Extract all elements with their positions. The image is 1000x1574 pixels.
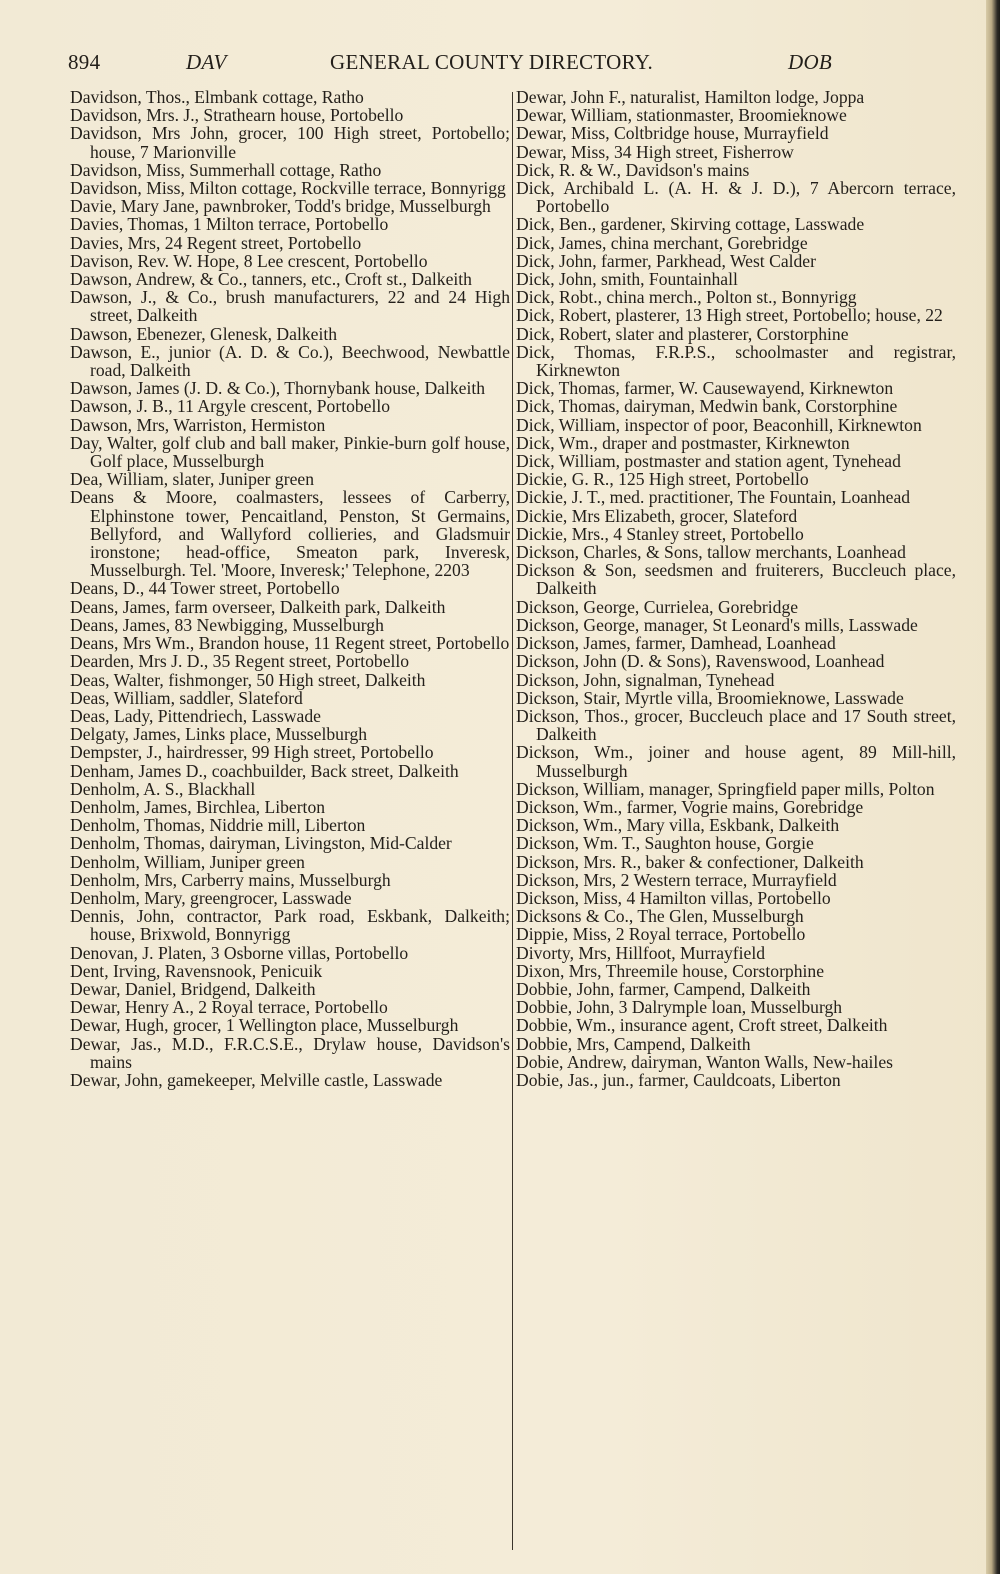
directory-entry: Dickson, Mrs. R., baker & confectioner, Dalkeith bbox=[516, 851, 864, 872]
left-column bbox=[70, 88, 510, 1089]
directory-entry: Dawson, Andrew, & Co., tanners, etc., Croft st., Dalkeith bbox=[70, 269, 472, 290]
directory-entry: Dearden, Mrs J. D., 35 Regent street, Portobello bbox=[70, 651, 410, 672]
directory-entry: Dawson, James (J. D. & Co.), Thornybank house, Dalkeith bbox=[70, 378, 486, 399]
directory-entry: Dewar, Daniel, Bridgend, Dalkeith bbox=[70, 978, 316, 999]
directory-entry: Dickson, Wm., Mary villa, Eskbank, Dalkeith bbox=[516, 815, 840, 836]
directory-entry: Dobbie, John, 3 Dalrymple loan, Musselburgh bbox=[516, 997, 843, 1018]
directory-entry: Dick, John, farmer, Parkhead, West Calder bbox=[516, 250, 816, 271]
book-spine-edge bbox=[986, 0, 1000, 1574]
directory-entry: Dewar, Miss, Coltbridge house, Murrayfield bbox=[516, 123, 829, 144]
directory-entry: Dewar, Hugh, grocer, 1 Wellington place, Musselburgh bbox=[70, 1015, 459, 1036]
directory-entry: Dobie, Andrew, dairyman, Wanton Walls, New-hailes bbox=[516, 1051, 893, 1072]
directory-entry: Davidson, Miss, Summerhall cottage, Ratho bbox=[70, 159, 382, 180]
directory-entry: Dick, John, smith, Fountainhall bbox=[516, 269, 738, 290]
directory-entry: Dawson, E., junior (A. D. & Co.), Beechwood, Newbattle road, Dalkeith bbox=[70, 341, 510, 381]
directory-entry: Dickson, Wm., farmer, Vogrie mains, Gorebridge bbox=[516, 796, 864, 817]
directory-entry: Dicksons & Co., The Glen, Musselburgh bbox=[516, 906, 804, 927]
directory-entry: Dickson, John, signalman, Tynehead bbox=[516, 669, 775, 690]
directory-entry: Dickie, G. R., 125 High street, Portobello bbox=[516, 469, 809, 490]
directory-entry: Dent, Irving, Ravensnook, Penicuik bbox=[70, 960, 323, 981]
directory-entry: Dobie, Jas., jun., farmer, Cauldcoats, Liberton bbox=[516, 1069, 841, 1090]
directory-entry: Dickson, George, manager, St Leonard's mills, Lasswade bbox=[516, 614, 918, 635]
directory-entry: Dick, Robert, slater and plasterer, Corstorphine bbox=[516, 323, 849, 344]
directory-entry: Dickson, Wm. T., Saughton house, Gorgie bbox=[516, 833, 814, 854]
directory-entry: Davidson, Mrs. J., Strathearn house, Portobello bbox=[70, 105, 404, 126]
directory-entry: Dickie, J. T., med. practitioner, The Fountain, Loanhead bbox=[516, 487, 911, 508]
directory-entry: Dick, Thomas, dairyman, Medwin bank, Corstorphine bbox=[516, 396, 898, 417]
directory-entry: Davidson, Mrs John, grocer, 100 High street, Portobello; house, 7 Marionville bbox=[70, 123, 510, 162]
directory-entry: Dewar, William, stationmaster, Broomieknowe bbox=[516, 105, 847, 126]
directory-entry: Denholm, Mary, greengrocer, Lasswade bbox=[70, 887, 352, 908]
directory-entry: Dickson, Mrs, 2 Western terrace, Murrayfield bbox=[516, 869, 837, 890]
directory-entry: Denholm, Thomas, dairyman, Livingston, Mid-Calder bbox=[70, 833, 452, 854]
directory-entry: Davidson, Thos., Elmbank cottage, Ratho bbox=[70, 87, 364, 107]
directory-entry: Dickie, Mrs., 4 Stanley street, Portobello bbox=[516, 523, 804, 544]
directory-entry: Dewar, John, gamekeeper, Melville castle, Lasswade bbox=[70, 1069, 443, 1090]
directory-entry: Dobbie, Wm., insurance agent, Croft street, Dalkeith bbox=[516, 1015, 888, 1036]
directory-entry: Denholm, Thomas, Niddrie mill, Liberton bbox=[70, 815, 366, 836]
directory-entry: Dickson, Charles, & Sons, tallow merchants, Loanhead bbox=[516, 542, 906, 563]
directory-entry: Dewar, Jas., M.D., F.R.C.S.E., Drylaw house, Davidson's mains bbox=[70, 1033, 510, 1072]
directory-entry: Dewar, Henry A., 2 Royal terrace, Portobello bbox=[70, 997, 388, 1018]
directory-entry: Dixon, Mrs, Threemile house, Corstorphine bbox=[516, 960, 825, 981]
directory-entry: Dick, Thomas, F.R.P.S., schoolmaster and registrar, Kirknewton bbox=[516, 341, 956, 381]
directory-entry: Deas, William, saddler, Slateford bbox=[70, 687, 303, 708]
directory-entry: Day, Walter, golf club and ball maker, Pinkie-burn golf house, Golf place, Musselburgh bbox=[70, 432, 510, 472]
directory-entry: Denovan, J. Platen, 3 Osborne villas, Portobello bbox=[70, 942, 409, 963]
page-number: 894 bbox=[68, 50, 101, 74]
directory-entry: Dick, William, postmaster and station agent, Tynehead bbox=[516, 451, 901, 472]
directory-entry: Dick, Thomas, farmer, W. Causewayend, Kirknewton bbox=[516, 378, 894, 399]
directory-entry: Dick, R. & W., Davidson's mains bbox=[516, 159, 750, 180]
directory-entry: Dempster, J., hairdresser, 99 High street, Portobello bbox=[70, 742, 434, 763]
directory-entry: Davidson, Miss, Milton cottage, Rockville terrace, Bonnyrigg bbox=[70, 178, 506, 199]
directory-entry: Denholm, Mrs, Carberry mains, Musselburgh bbox=[70, 869, 391, 890]
directory-entry: Dickson, Miss, 4 Hamilton villas, Portobello bbox=[516, 887, 831, 908]
directory-entry: Dickson, Thos., grocer, Buccleuch place and 17 South street, Dalkeith bbox=[516, 705, 956, 745]
directory-entry: Davison, Rev. W. Hope, 8 Lee crescent, Portobello bbox=[70, 250, 428, 271]
directory-entry: Davies, Thomas, 1 Milton terrace, Portobello bbox=[70, 214, 389, 235]
directory-entry: Dickson, George, Currielea, Gorebridge bbox=[516, 596, 799, 617]
directory-entry: Dickson, William, manager, Springfield paper mills, Polton bbox=[516, 778, 935, 799]
directory-entry: Dobbie, John, farmer, Campend, Dalkeith bbox=[516, 978, 811, 999]
directory-entry: Deans, D., 44 Tower street, Portobello bbox=[70, 578, 340, 599]
directory-title: GENERAL COUNTY DIRECTORY. bbox=[330, 50, 654, 74]
directory-entry: Dickson, Wm., joiner and house agent, 89 Mill-hill, Musselburgh bbox=[516, 742, 956, 781]
directory-entry: Dippie, Miss, 2 Royal terrace, Portobello bbox=[516, 924, 806, 945]
directory-entry: Dick, William, inspector of poor, Beaconhill, Kirknewton bbox=[516, 414, 922, 435]
directory-entry: Deas, Lady, Pittendriech, Lasswade bbox=[70, 705, 321, 726]
directory-entry: Divorty, Mrs, Hillfoot, Murrayfield bbox=[516, 942, 766, 963]
directory-entry: Dick, Robt., china merch., Polton st., Bonnyrigg bbox=[516, 287, 857, 308]
directory-entry: Dawson, J. B., 11 Argyle crescent, Portobello bbox=[70, 396, 391, 417]
directory-entry: Denham, James D., coachbuilder, Back street, Dalkeith bbox=[70, 760, 459, 781]
column-divider bbox=[512, 92, 513, 1550]
left-guide-word: DAV bbox=[186, 50, 227, 74]
directory-entry: Dea, William, slater, Juniper green bbox=[70, 469, 315, 490]
directory-entry: Dickson & Son, seedsmen and fruiterers, Buccleuch place, Dalkeith bbox=[516, 560, 956, 599]
directory-entry: Dewar, Miss, 34 High street, Fisherrow bbox=[516, 141, 794, 162]
directory-entry: Davies, Mrs, 24 Regent street, Portobello bbox=[70, 232, 362, 253]
directory-entry: Dickson, John (D. & Sons), Ravenswood, Loanhead bbox=[516, 651, 885, 672]
directory-entry: Dawson, Ebenezer, Glenesk, Dalkeith bbox=[70, 323, 338, 344]
directory-entry: Delgaty, James, Links place, Musselburgh bbox=[70, 724, 368, 745]
directory-entry: Dobbie, Mrs, Campend, Dalkeith bbox=[516, 1033, 751, 1054]
directory-entry: Dick, Robert, plasterer, 13 High street, Portobello; house, 22 bbox=[516, 305, 943, 326]
right-guide-word: DOB bbox=[788, 50, 833, 74]
directory-entry: Deans, James, farm overseer, Dalkeith park, Dalkeith bbox=[70, 596, 446, 617]
directory-entry: Dick, Wm., draper and postmaster, Kirknewton bbox=[516, 432, 850, 453]
directory-entry: Dickson, James, farmer, Damhead, Loanhead bbox=[516, 633, 836, 654]
directory-entry: Deans, Mrs Wm., Brandon house, 11 Regent street, Portobello bbox=[70, 633, 510, 654]
directory-entry: Deans, James, 83 Newbigging, Musselburgh bbox=[70, 614, 384, 635]
right-column bbox=[516, 88, 956, 1089]
directory-entry: Dawson, J., & Co., brush manufacturers, 22 and 24 High street, Dalkeith bbox=[70, 287, 510, 326]
directory-entry: Denholm, James, Birchlea, Liberton bbox=[70, 796, 326, 817]
directory-entry: Dick, Ben., gardener, Skirving cottage, Lasswade bbox=[516, 214, 865, 235]
directory-entry: Deas, Walter, fishmonger, 50 High street, Dalkeith bbox=[70, 669, 426, 690]
directory-entry: Dick, Archibald L. (A. H. & J. D.), 7 Abercorn terrace, Portobello bbox=[516, 178, 956, 217]
directory-entry: Dickson, Stair, Myrtle villa, Broomieknowe, Lasswade bbox=[516, 687, 904, 708]
directory-entry: Denholm, William, Juniper green bbox=[70, 851, 305, 872]
directory-entry: Dewar, John F., naturalist, Hamilton lodge, Joppa bbox=[516, 87, 865, 107]
directory-entry: Dawson, Mrs, Warriston, Hermiston bbox=[70, 414, 326, 435]
directory-entry: Dick, James, china merchant, Gorebridge bbox=[516, 232, 808, 253]
running-header bbox=[68, 50, 952, 78]
directory-entry: Davie, Mary Jane, pawnbroker, Todd's bridge, Musselburgh bbox=[70, 196, 491, 217]
directory-entry: Dennis, John, contractor, Park road, Eskbank, Dalkeith; house, Brixwold, Bonnyrigg bbox=[70, 906, 510, 945]
directory-entry: Denholm, A. S., Blackhall bbox=[70, 778, 256, 799]
directory-entry: Deans & Moore, coalmasters, lessees of Carberry, Elphinstone tower, Pencaitland, Penston, St Germains, Bellyford, and Wallyford collieries, and Gladsmuir ironstone; head-office, Smeaton park, Inveresk, Musselburgh. Tel. 'Moore, Inveresk;' Telephone, 2203 bbox=[70, 487, 510, 581]
directory-entry: Dickie, Mrs Elizabeth, grocer, Slateford bbox=[516, 505, 798, 526]
